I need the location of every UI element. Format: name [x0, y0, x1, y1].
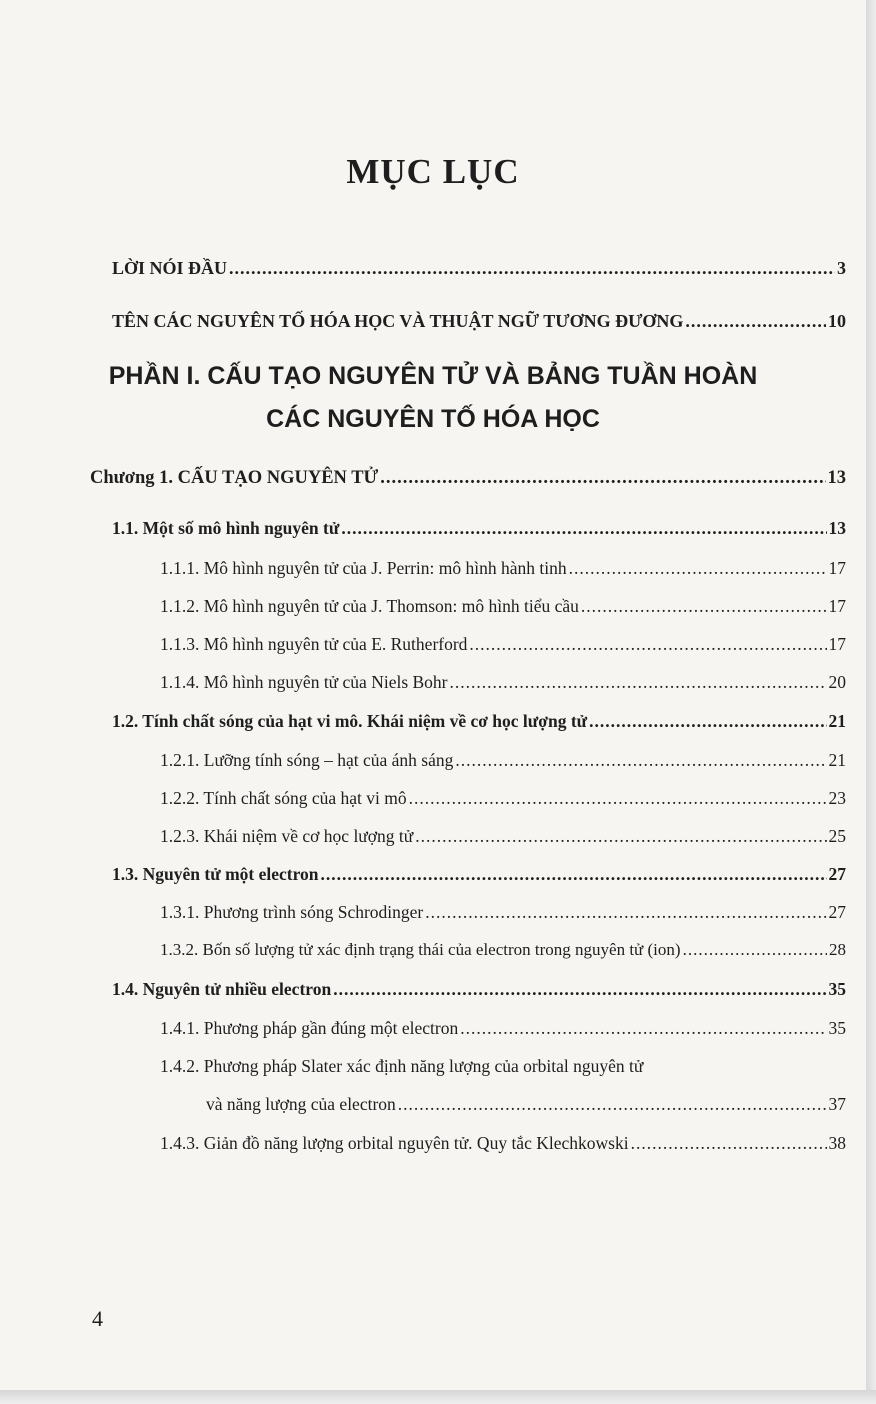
toc-entry-1-2[interactable]: [112, 711, 846, 732]
toc-entry-1-3[interactable]: [112, 864, 846, 885]
dot-leader: [589, 711, 826, 732]
dot-leader: [380, 468, 825, 489]
toc-entry-text: 1.1. Một số mô hình nguyên tử: [112, 518, 340, 538]
dot-leader: [581, 596, 827, 617]
dot-leader: [409, 788, 827, 809]
toc-entry-1-2-2[interactable]: [160, 788, 846, 809]
toc-entry-page: 23: [828, 788, 846, 808]
toc-entry-page: 20: [828, 672, 846, 692]
toc-entry-page: 35: [828, 1018, 846, 1038]
toc-entry-page: 35: [828, 979, 846, 999]
toc-entry-page: 3: [837, 258, 846, 278]
toc-entry-text: 1.1.3. Mô hình nguyên tử của E. Rutherford: [160, 634, 468, 654]
dot-leader: [685, 311, 826, 332]
toc-entry-1-2-3[interactable]: [160, 826, 846, 847]
toc-entry-text: 1.2.2. Tính chất sóng của hạt vi mô: [160, 788, 407, 808]
dot-leader: [341, 518, 826, 539]
toc-entry-1-1[interactable]: [112, 518, 846, 539]
part-title-line-1: PHẦN I. CẤU TẠO NGUYÊN TỬ VÀ BẢNG TUẦN HOÀN: [108, 362, 758, 390]
toc-entry-page: 37: [828, 1094, 846, 1114]
toc-entry-page: 27: [828, 902, 846, 922]
toc-entry-page: 13: [827, 468, 846, 488]
toc-entry-1-1-4[interactable]: [160, 672, 846, 693]
toc-entry-1-4-1[interactable]: [160, 1018, 846, 1039]
dot-leader: [683, 940, 827, 960]
toc-entry-1-4-3[interactable]: [160, 1133, 846, 1154]
toc-entry-page: 17: [828, 596, 846, 616]
dot-leader: [450, 672, 827, 693]
toc-entry-text: 1.1.1. Mô hình nguyên tử của J. Perrin: mô hình hành tinh: [160, 558, 567, 578]
page-title: MỤC LỤC: [346, 152, 520, 191]
dot-leader: [415, 826, 826, 847]
dot-leader: [425, 902, 826, 923]
toc-entry-text: 1.4. Nguyên tử nhiều electron: [112, 979, 332, 999]
toc-entry-text: 1.4.3. Giản đồ năng lượng orbital nguyên tử. Quy tắc Klechkowski: [160, 1133, 629, 1153]
toc-entry-text: và năng lượng của electron: [206, 1094, 396, 1114]
dot-leader: [398, 1094, 827, 1115]
toc-entry-text: 1.4.1. Phương pháp gần đúng một electron: [160, 1018, 459, 1038]
toc-entry-chapter-1[interactable]: [90, 468, 846, 489]
toc-entry-page: 17: [828, 634, 846, 654]
page-edge-right: [866, 0, 876, 1404]
toc-entry-page: 38: [828, 1133, 846, 1153]
dot-leader: [321, 864, 827, 885]
toc-entry-1-2-1[interactable]: [160, 750, 846, 771]
toc-entry-1-3-2[interactable]: [160, 940, 846, 960]
toc-entry-preface[interactable]: [112, 258, 846, 279]
toc-entry-1-1-3[interactable]: [160, 634, 846, 655]
toc-entry-page: 13: [828, 518, 846, 538]
toc-entry-1-4[interactable]: [112, 979, 846, 1000]
toc-entry-text: 1.3. Nguyên tử một electron: [112, 864, 319, 884]
toc-entry-page: 10: [828, 311, 846, 331]
toc-entry-text: 1.2.1. Lưỡng tính sóng – hạt của ánh sáng: [160, 750, 454, 770]
toc-entry-1-1-1[interactable]: [160, 558, 846, 579]
toc-entry-text: TÊN CÁC NGUYÊN TỐ HÓA HỌC VÀ THUẬT NGỮ TƯƠNG ĐƯƠNG: [112, 311, 684, 331]
dot-leader: [460, 1018, 826, 1039]
dot-leader: [631, 1133, 827, 1154]
toc-entry-1-4-2-cont[interactable]: [206, 1094, 846, 1115]
dot-leader: [333, 979, 826, 1000]
toc-entry-page: 27: [828, 864, 846, 884]
toc-entry-text: Chương 1. CẤU TẠO NGUYÊN TỬ: [90, 468, 379, 488]
toc-entry-text: 1.2. Tính chất sóng của hạt vi mô. Khái niệm về cơ học lượng tử: [112, 711, 588, 731]
toc-entry-page: 25: [828, 826, 846, 846]
toc-entry-1-3-1[interactable]: [160, 902, 846, 923]
toc-entry-element-names[interactable]: [112, 311, 846, 332]
toc-entry-text: 1.1.2. Mô hình nguyên tử của J. Thomson: mô hình tiểu cầu: [160, 596, 579, 616]
page-number: 4: [92, 1306, 103, 1331]
toc-entry-text: 1.3.2. Bốn số lượng tử xác định trạng thái của electron trong nguyên tử (ion): [160, 940, 681, 959]
toc-entry-1-4-2[interactable]: 1.4.2. Phương pháp Slater xác định năng lượng của orbital nguyên tử: [160, 1056, 644, 1076]
toc-entry-1-1-2[interactable]: [160, 596, 846, 617]
dot-leader: [469, 634, 826, 655]
toc-entry-page: 21: [828, 750, 846, 770]
toc-entry-text: 1.1.4. Mô hình nguyên tử của Niels Bohr: [160, 672, 448, 692]
toc-entry-text: 1.3.1. Phương trình sóng Schrodinger: [160, 902, 424, 922]
page-edge-bottom: [0, 1390, 876, 1404]
toc-entry-text: 1.2.3. Khái niệm về cơ học lượng tử: [160, 826, 414, 846]
part-title-line-2: CÁC NGUYÊN TỐ HÓA HỌC: [266, 405, 600, 433]
dot-leader: [455, 750, 826, 771]
toc-entry-text: LỜI NÓI ĐẦU: [112, 258, 228, 278]
toc-entry-page: 17: [828, 558, 846, 578]
toc-entry-page: 21: [828, 711, 846, 731]
toc-entry-page: 28: [829, 940, 846, 959]
dot-leader: [569, 558, 827, 579]
dot-leader: [229, 258, 835, 279]
